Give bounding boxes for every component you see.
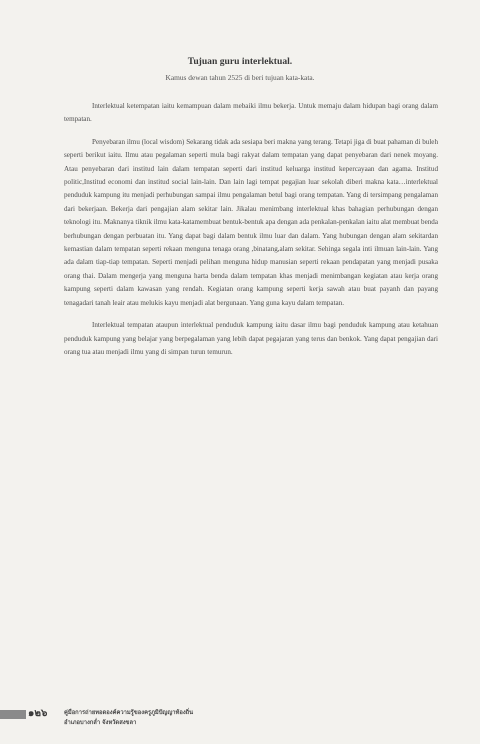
body-text — [64, 100, 438, 368]
footer-book-location: อำเภอบางกล่ำ จังหวัดสงขลา — [64, 720, 137, 726]
footer-book-title: คู่มือการถ่ายทอดองค์ความรู้ของครูภูมิปัญญาท้องถิ่น — [64, 710, 194, 716]
footer-marker-bar — [0, 710, 26, 719]
page-footer — [0, 702, 480, 732]
paragraph: Penyebaran ilmu (local wisdom) Sekarang tidak ada sesiapa beri makna yang terang. Tetapi jiga di buat pahaman di buleh seperti berikut iaitu. Ilmu atau pegalaman seperti mula bagi rakyat dalam tempatan yang dapat penyebaran dari nenek moyang. Atau penyebaran dari institud lain dalam tempatan seperti dari institud keluarga institud kepercayaan dan agama. Institud politic,Institud economi dan institud social lain-lain. Dan lain lagi tempat pegajian luar sekolah diberi makna kata…interlektual penduduk kampung itu menjadi perhubungan sampai ilmu pengalaman betul bagi orang tempatan. Yang di tersimpang pengalaman dari bekerjaan. Bekerja dari pengajian alam sekitar lain. Jikalau menimbang interlektual khas bahagian perhubungan dengan teknologi itu. Maknanya tiknik ilmu kata-katamembuat bentuk-bentuk apa dengan ada penkalan-penkalan iaitu alat membuat benda berhubungan dengan perbuatan itu. Yang dapat bagi dalam bentuk ilmu luar dan dalam. Yang hubungan dengan alam sekitardan kemastian dalam tempatan seperti rekaan menguna tenaga orang ,binatang,alam sekitar. Sehinga segala inti ilmuan lain-lain. Yang ada dalam tiap-tiap tempatan. Seperti menjadi pelihan menguna hidup manusian seperti rekaan pendapatan yang menjadi pusaka orang thai. Dalam mengerja yang menguna harta benda dalam tempatan khas menjadi menimbangan kegiatan atau kerja orang kampung seperti dalam kawasan yang rendah. Kegiatan orang kampung seperti kerja sawah atau buat payanh dan payang tenagadari tanah leair atau melukis kayu menjadi alat bergunaan. Yang guna kayu dalam tempatan. — [64, 137, 438, 307]
page-number: ๑๒๖ — [28, 708, 48, 719]
paragraph: Interlektual ketempatan iaitu kemampuan dalam mebaiki ilmu bekerja. Untuk memaju dalam hidupan bagi orang dalam tempatan. — [64, 102, 438, 124]
page-title: Tujuan guru interlektual. — [187, 56, 293, 67]
paragraph: Interlektual tempatan ataupun interlektual penduduk kampung iaitu dasar ilmu bagi penduduk kampung atau ketahuan penduduk kampung yang belajar yang berpegalaman yang lebih dapat pegajaran yang terus dan benkok. Yang dapat pengajian dari orang tua atau menjadi ilmu yang di simpan turun temurun. — [64, 321, 438, 356]
page-subtitle: Kamus dewan tahun 2525 di beri tujuan kata-kata. — [165, 73, 315, 82]
